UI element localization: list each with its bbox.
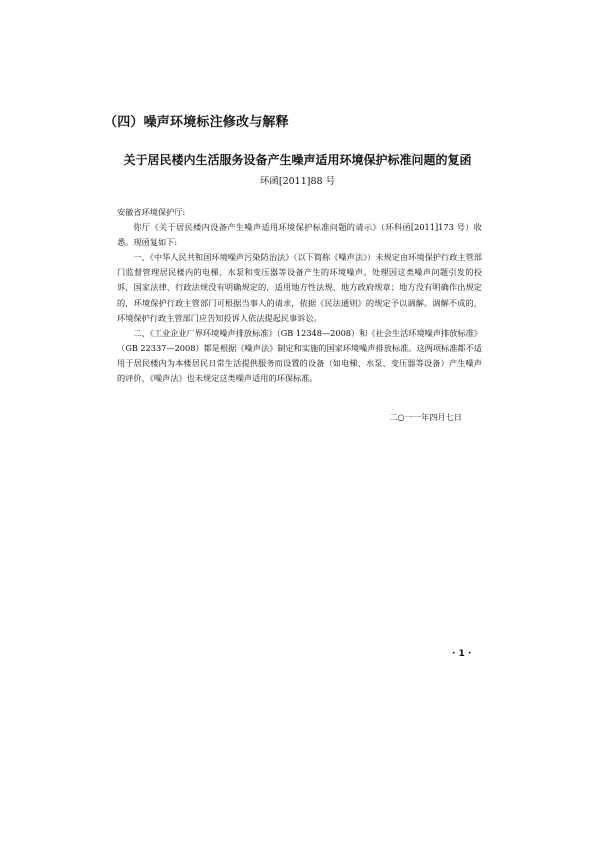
section-heading: （四）噪声环境标注修改与解释 xyxy=(104,115,289,130)
page-number: · 1 · xyxy=(452,649,472,659)
document-body xyxy=(117,205,482,386)
paragraph-two: 二、《工业企业厂界环境噪声排放标准》（GB 12348—2008）和《社会生活环境噪声排放标准》（GB 22337—2008）都是根据《噪声法》制定和实施的国家环境噪声排放标准。这两项标准都不适用于居民楼内为本楼居民日常生活提供服务而设置的设备（如电梯、水泵、变压器等设备）产生噪声的评价，《噪声法》也未规定这类噪声适用的环保标准。 xyxy=(117,327,482,384)
document-date: 二○一一年四月七日 xyxy=(389,412,462,422)
addressee: 安徽省环境保护厅: xyxy=(117,207,186,217)
document-number: 环函[2011]88 号 xyxy=(259,176,336,187)
paragraph-intro: 你厅《关于居民楼内设备产生噪声适用环境保护标准问题的请示》（环科函[2011]173 号）收悉。现函复如下: xyxy=(117,222,482,248)
paragraph-one: 一、《中华人民共和国环境噪声污染防治法》（以下简称《噪声法》）未规定由环境保护行政主管部门监督管理居民楼内的电梯、水泵和变压器等设备产生的环境噪声。处理因这类噪声问题引发的投诉，国家法律、行政法规没有明确规定的，适用地方性法规、地方政府规章；地方没有明确作出规定的，环境保护行政主管部门可根据当事人的请求，依据《民法通则》的规定予以调解。调解不成的，环境保护行政主管部门应告知投诉人依法提起民事诉讼。 xyxy=(117,252,482,323)
document-title: 关于居民楼内生活服务设备产生噪声适用环境保护标准问题的复函 xyxy=(123,153,472,167)
